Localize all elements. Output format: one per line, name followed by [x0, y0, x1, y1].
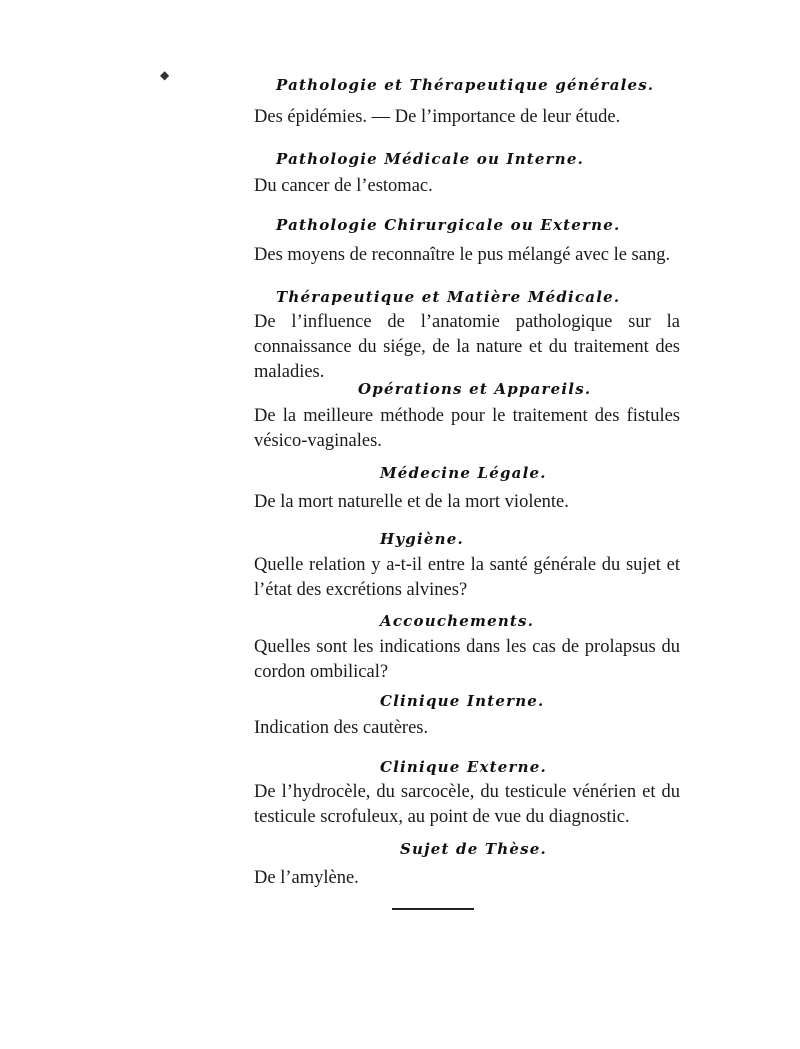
section-heading-clinique-externe: Clinique Externe. [380, 758, 547, 776]
section-text-cauteres: Indication des cautères. [254, 718, 429, 738]
section-text-epidemies: Des épidémies. — De l’importance de leur étude. [254, 107, 621, 127]
section-text-excretions: Quelle relation y a-t-il entre la santé générale du sujet et l’état des excrétions alvines? [254, 555, 680, 600]
section-heading-accouchements: Accouchements. [380, 612, 535, 630]
section-heading-clinique-interne: Clinique Interne. [380, 692, 545, 710]
section-text-amylene: De l’amylène. [254, 868, 359, 888]
section-heading-medecine-legale: Médecine Légale. [380, 464, 547, 482]
section-text-fistules: De la meilleure méthode pour le traitement des fistules vésico-vaginales. [254, 406, 680, 451]
section-text-pus-sang: Des moyens de reconnaître le pus mélangé avec le sang. [254, 245, 671, 265]
section-text-prolapsus: Quelles sont les indications dans les cas de prolapsus du cordon ombilical? [254, 637, 680, 682]
section-text-hydrocele: De l’hydrocèle, du sarcocèle, du testicule vénérien et du testicule scrofuleux, au point de vue du diagnostic. [254, 782, 680, 827]
closing-rule [392, 908, 474, 910]
ornament-mark: ◆ [160, 68, 170, 82]
section-heading-sujet-these: Sujet de Thèse. [400, 840, 547, 858]
section-heading-pathologie-chirurgicale: Pathologie Chirurgicale ou Externe. [276, 216, 621, 234]
section-heading-pathologie-generale: Pathologie et Thérapeutique générales. [276, 76, 655, 94]
section-heading-operations: Opérations et Appareils. [358, 380, 592, 398]
section-text-cancer-estomac: Du cancer de l’estomac. [254, 176, 433, 196]
section-text-anatomie-pathologique: De l’influence de l’anatomie pathologique sur la connaissance du siége, de la nature et du traitement des maladies. [254, 312, 680, 382]
section-text-mort: De la mort naturelle et de la mort violente. [254, 492, 569, 512]
section-heading-pathologie-medicale: Pathologie Médicale ou Interne. [276, 150, 585, 168]
section-heading-hygiene: Hygiène. [380, 530, 464, 548]
section-heading-therapeutique: Thérapeutique et Matière Médicale. [276, 288, 621, 306]
